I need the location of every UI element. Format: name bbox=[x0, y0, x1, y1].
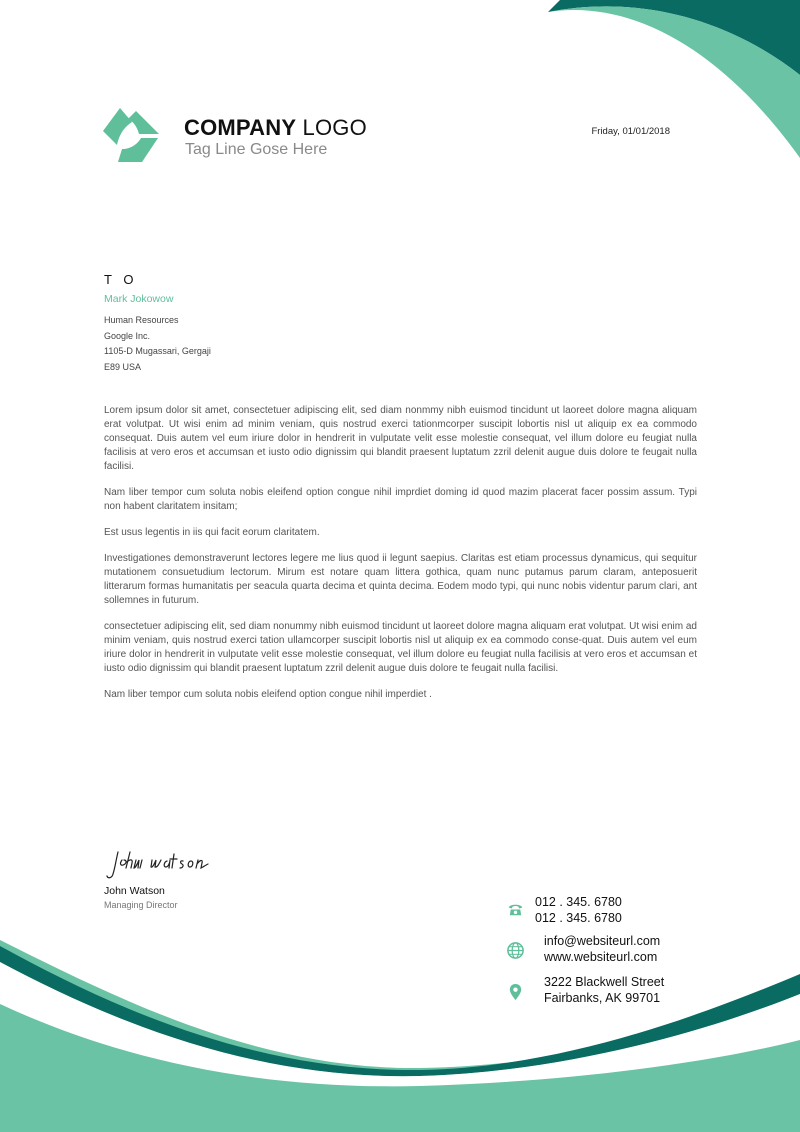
postal-address bbox=[544, 975, 664, 1006]
address-line: E89 USA bbox=[104, 361, 142, 372]
body-paragraph: consectetuer adipiscing elit, sed diam nonummy nibh euismod tincidunt ut laoreet dolore magna aliquam erat volutpat. Ut wisi enim ad minim veniam, quis nostrud exerci tation ullamcorper suscipit lobortis nisl ut aliquip ex ea commodo conse-quat. Duis autem vel eum iriure dolor in hendrerit in vulputate velit esse molestie consequat, vel illum dolore eu feugiat nulla facilisis at vero eros et accumsan et iusto odio dignissim qui blandit praesent luptatum zzril delenit augue duis dolore te feugait nulla facilisi. bbox=[104, 621, 697, 674]
letter-body bbox=[104, 404, 697, 714]
tagline: Tag Line Gose Here bbox=[185, 141, 328, 158]
body-paragraph: Est usus legentis in iis qui facit eorum claritatem. bbox=[104, 527, 320, 538]
header-swoosh bbox=[0, 0, 800, 200]
address-line: Google Inc. bbox=[104, 330, 151, 341]
company-logo-icon bbox=[102, 107, 160, 163]
to-heading: T O bbox=[104, 272, 138, 287]
phone-numbers bbox=[535, 895, 622, 926]
signer-title: Managing Director bbox=[104, 900, 178, 910]
address-line: 1105-D Mugassari, Gergaji bbox=[104, 346, 211, 356]
phone-icon bbox=[506, 900, 525, 919]
recipient-address bbox=[104, 313, 211, 375]
phone-number: 012 . 345. 6780 bbox=[535, 910, 622, 925]
body-paragraph: Lorem ipsum dolor sit amet, consectetuer adipiscing elit, sed diam nonmmy nibh euismod tincidunt ut laoreet dolore magna aliquam erat volutpat. Ut wisi enim ad minim veniam, quis nostrud exerci tationmcorper suscipit lobortis nisl ut aliquip ex ea commodo consequat. Duis autem vel eum iriure dolor in hendrerit in vulputate velit esse molestie consequat, vel illum dolore eu feugiat nulla facilisis at vero eros et accumsan et iusto odio dignissim qui blandit praesent luptatum zzril delenit augue duis dolore te feugait nulla facilisi. bbox=[104, 405, 697, 472]
web-contacts bbox=[544, 934, 660, 965]
email-address: info@websiteurl.com bbox=[544, 934, 661, 948]
phone-number: 012 . 345. 6780 bbox=[535, 895, 622, 909]
city-address: Fairbanks, AK 99701 bbox=[544, 990, 661, 1005]
body-paragraph: Investigationes demonstraverunt lectores legere me lius quod ii legunt saepius. Claritas est etiam processus dynamicus, qui sequitur mutationem consuetudium lectorum. Mirum est notare quam littera gothica, quam nunc putamus parum claram, anteposuerit litterarum formas humanitatis per seacula quarta decima et quinta decima. Eodem modo typi, qui nunc nobis videntur parum clari, ant sollemnes in futurum. bbox=[104, 553, 697, 606]
location-pin-icon bbox=[506, 983, 525, 1002]
body-paragraph: Nam liber tempor cum soluta nobis eleifend option congue nihil imperdiet . bbox=[104, 689, 432, 700]
website-url: www.websiteurl.com bbox=[544, 949, 658, 964]
company-name-regular: LOGO bbox=[302, 115, 367, 140]
address-line: Human Resources bbox=[104, 315, 179, 325]
globe-icon bbox=[506, 941, 525, 960]
signer-name: John Watson bbox=[104, 885, 165, 897]
street-address: 3222 Blackwell Street bbox=[544, 975, 665, 989]
footer-wave bbox=[0, 930, 800, 1132]
handwritten-signature bbox=[104, 842, 234, 882]
company-name bbox=[184, 115, 367, 141]
letter-date: Friday, 01/01/2018 bbox=[591, 126, 670, 137]
recipient-name: Mark Jokowow bbox=[104, 293, 174, 305]
body-paragraph: Nam liber tempor cum soluta nobis eleifend option congue nihil imprdiet doming id quod mazim placerat facer possim assum. Typi non habent claritatem insitam; bbox=[104, 487, 697, 512]
company-name-bold: COMPANY bbox=[184, 115, 297, 140]
